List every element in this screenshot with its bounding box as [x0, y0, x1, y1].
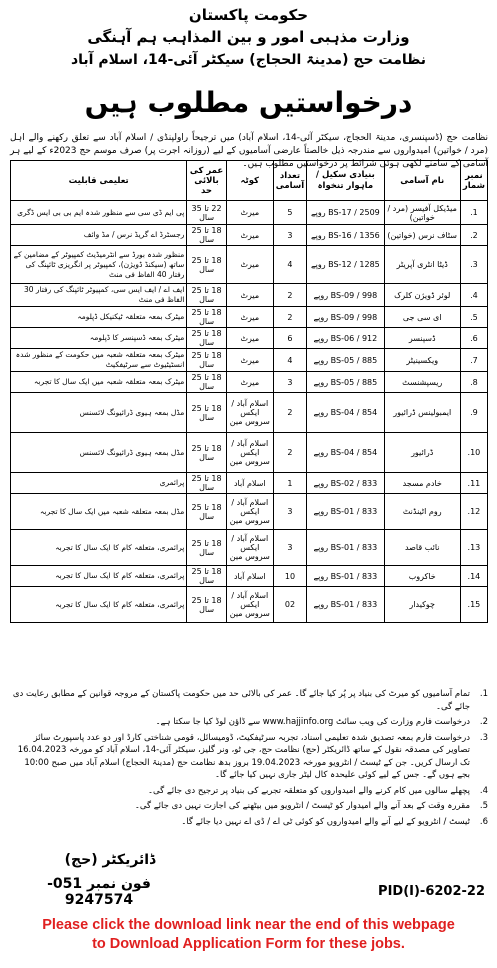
note-number: 3. — [479, 732, 488, 743]
cell-quota: میرٹ — [226, 307, 273, 328]
cell-scale: BS-12 / 1285 روپے — [307, 246, 384, 284]
table-row — [11, 328, 488, 349]
cell-post: ایمبولینس ڈرائیور — [384, 393, 460, 433]
table-row — [11, 587, 488, 623]
cell-quota: اسلام آباد / ایکس سروس مین — [226, 494, 273, 530]
cell-scale: BS-05 / 885 روپے — [307, 372, 384, 393]
note-text: درخواست فارم بمعہ تصدیق شدہ تعلیمی اسناد، تجربہ سرٹیفکیٹ، ڈومیسائل، قومی شناختی کارڈ اور دو عدد پاسپورٹ سائز تصاویر کی مصدقہ نقول کے ساتھ ڈائریکٹر (حج) نظامت حج، جی ٹو، ونر گلیز، سیکٹر آئی-14، اسلام آباد کو مورخہ 16.04.2023 تک ارسال کریں۔ جن کے ٹیسٹ / انٹرویو مورخہ 19.04.2023 بروز بدھ نظامت حج (مدینۃ الحجاج) اسلام آباد میں صبح 10:00 بجے ہوں گے۔ جس کے لیے کوئی علیحدہ کال لیٹر جاری نہیں کیا جائے گا۔ — [17, 732, 470, 780]
cell-qualification: ایف اے / ایف ایس سی، کمپیوٹر ٹائپنگ کی رفتار 30 الفاظ فی منٹ — [11, 284, 187, 307]
cell-quota: اسلام آباد — [226, 566, 273, 587]
table-header-row — [11, 161, 488, 201]
cell-age: 18 تا 25 سال — [187, 433, 226, 473]
header-age: عمر کی بالائی حد — [187, 161, 226, 201]
table-row — [11, 566, 488, 587]
cell-post: ڈیٹا انٹری آپریٹر — [384, 246, 460, 284]
table-row — [11, 225, 488, 246]
table-row — [11, 473, 488, 494]
cell-serial: 1. — [460, 201, 487, 225]
cell-qualification: رجسٹرڈ اے گریڈ نرس / مڈ وائف — [11, 225, 187, 246]
cell-serial: 3. — [460, 246, 487, 284]
note-item — [10, 716, 488, 729]
cell-qualification: پرائمری، متعلقہ کام کا ایک سال کا تجربہ — [11, 566, 187, 587]
header-count: تعداد آسامی — [273, 161, 306, 201]
cell-scale: BS-04 / 854 روپے — [307, 433, 384, 473]
director-signature: ڈائریکٹر (حج) — [64, 852, 156, 868]
note-text: تمام آسامیوں کو میرٹ کی بنیاد پر پُر کیا جائے گا۔ عمر کی بالائی حد میں حکومت پاکستان کے مروجہ قوانین کے مطابق رعایت دی جائے گی۔ — [12, 689, 470, 712]
cell-scale: BS-01 / 833 روپے — [307, 530, 384, 566]
cell-serial: 13. — [460, 530, 487, 566]
download-notice[interactable] — [0, 916, 497, 954]
table-row — [11, 372, 488, 393]
cell-count: 3 — [273, 494, 306, 530]
cell-scale: BS-02 / 833 روپے — [307, 473, 384, 494]
cell-age: 18 تا 25 سال — [187, 566, 226, 587]
cell-qualification: میٹرک بمعہ متعلقہ ٹیکنیکل ڈپلومہ — [11, 307, 187, 328]
directorate-heading: نظامت حج (مدینۃ الحجاج) سیکٹر آئی-14، اسلام آباد — [70, 52, 427, 68]
download-notice-line-1: Please click the download link near the end of this webpage — [42, 917, 455, 933]
jobs-table — [10, 160, 488, 623]
cell-age: 18 تا 25 سال — [187, 246, 226, 284]
cell-scale: BS-05 / 885 روپے — [307, 349, 384, 372]
cell-post: ڈسپنسر — [384, 328, 460, 349]
cell-age: 18 تا 25 سال — [187, 587, 226, 623]
cell-post: خاکروب — [384, 566, 460, 587]
cell-quota: میرٹ — [226, 349, 273, 372]
cell-count: 2 — [273, 307, 306, 328]
jobs-table-body — [11, 201, 488, 623]
note-text: پچھلے سالوں میں کام کرنے والے امیدواروں کو متعلقہ تجربے کی بنیاد پر ترجیح دی جائے گی۔ — [148, 785, 470, 796]
cell-age: 18 تا 25 سال — [187, 494, 226, 530]
cell-age: 18 تا 25 سال — [187, 349, 226, 372]
table-row — [11, 349, 488, 372]
download-notice-line-2: to Download Application Form for these jobs. — [92, 936, 405, 952]
note-number: 2. — [479, 717, 488, 727]
header-scale: بنیادی سکیل / ماہوار تنخواہ — [307, 161, 384, 201]
government-heading: حکومت پاکستان — [188, 6, 309, 24]
applications-wanted-banner: درخواستیں مطلوب ہیں — [84, 86, 413, 119]
cell-post: نائب قاصد — [384, 530, 460, 566]
cell-count: 2 — [273, 393, 306, 433]
cell-quota: اسلام آباد — [226, 473, 273, 494]
cell-post: ویکسینیٹر — [384, 349, 460, 372]
cell-age: 18 تا 25 سال — [187, 393, 226, 433]
cell-post: خادم مسجد — [384, 473, 460, 494]
cell-scale: BS-01 / 833 روپے — [307, 566, 384, 587]
cell-qualification: مڈل بمعہ ہیوی ڈرائیونگ لائسنس — [11, 433, 187, 473]
note-number: 4. — [479, 785, 488, 796]
table-row — [11, 246, 488, 284]
cell-serial: 14. — [460, 566, 487, 587]
cell-serial: 9. — [460, 393, 487, 433]
cell-serial: 12. — [460, 494, 487, 530]
intro-paragraph: نظامت حج (ڈسپنسری، مدینۃ الحجاج، سیکٹر آئی-14، اسلام آباد) میں ترجیحاً راولپنڈی / اسلام آباد سے تعلق رکھنے والے اہل (مرد / خواتین) امیدواروں سے مندرجہ ذیل خالصتاً عارضی آسامیوں کے لیے (روزانہ اجرت پر) صرف موسم حج 2023ء کے لیے ہر آسامی کے سامنے لکھی ہوئی شرائط پر درخواستیں مطلوب ہیں۔ — [10, 133, 488, 169]
note-text: مقررہ وقت کے بعد آنے والے امیدوار کو ٹیسٹ / انٹرویو میں بیٹھنے کی اجازت نہیں دی جائے گی۔ — [134, 801, 470, 811]
cell-post: ای سی جی — [384, 307, 460, 328]
cell-qualification: میٹرک بمعہ متعلقہ شعبہ میں حکومت کے منظور شدہ انسٹیٹیوٹ سے سرٹیفکیٹ — [11, 349, 187, 372]
cell-quota: میرٹ — [226, 201, 273, 225]
cell-age: 18 تا 25 سال — [187, 307, 226, 328]
cell-quota: میرٹ — [226, 372, 273, 393]
cell-age: 18 تا 25 سال — [187, 372, 226, 393]
cell-age: 22 تا 35 سال — [187, 201, 226, 225]
cell-qualification: مڈل بمعہ متعلقہ شعبہ میں ایک سال کا تجربہ — [11, 494, 187, 530]
cell-age: 18 تا 25 سال — [187, 284, 226, 307]
cell-age: 18 تا 25 سال — [187, 328, 226, 349]
note-item — [10, 785, 488, 798]
cell-count: 3 — [273, 530, 306, 566]
note-number: 1. — [479, 689, 488, 699]
cell-post: ڈرائیور — [384, 433, 460, 473]
cell-count: 02 — [273, 587, 306, 623]
cell-serial: 4. — [460, 284, 487, 307]
cell-quota: اسلام آباد / ایکس سروس مین — [226, 530, 273, 566]
header-serial: نمبر شمار — [460, 161, 487, 201]
cell-serial: 15. — [460, 587, 487, 623]
table-row — [11, 494, 488, 530]
cell-quota: میرٹ — [226, 328, 273, 349]
cell-serial: 8. — [460, 372, 487, 393]
note-number: 5. — [479, 801, 488, 811]
cell-count: 4 — [273, 246, 306, 284]
note-item — [10, 688, 488, 713]
cell-serial: 11. — [460, 473, 487, 494]
cell-quota: اسلام آباد / ایکس سروس مین — [226, 587, 273, 623]
cell-post: روم اٹینڈنٹ — [384, 494, 460, 530]
note-text: ٹیسٹ / انٹرویو کے لیے آنے والے امیدواروں کو کوئی ٹی اے / ڈی اے نہیں دیا جائے گا۔ — [181, 816, 470, 827]
table-row — [11, 433, 488, 473]
cell-quota: اسلام آباد / ایکس سروس مین — [226, 393, 273, 433]
cell-post: ریسپشنسٹ — [384, 372, 460, 393]
cell-post: میڈیکل آفیسر (مرد / خواتین) — [384, 201, 460, 225]
cell-quota: میرٹ — [226, 246, 273, 284]
cell-scale: BS-16 / 1356 روپے — [307, 225, 384, 246]
cell-scale: BS-09 / 998 روپے — [307, 284, 384, 307]
cell-post: لوئر ڈویژن کلرک — [384, 284, 460, 307]
table-row — [11, 284, 488, 307]
cell-post: چوکیدار — [384, 587, 460, 623]
cell-qualification: پرائمری، متعلقہ کام کا ایک سال کا تجربہ — [11, 587, 187, 623]
cell-age: 18 تا 25 سال — [187, 225, 226, 246]
cell-qualification: میٹرک بمعہ متعلقہ شعبہ میں ایک سال کا تجربہ — [11, 372, 187, 393]
cell-age: 18 تا 25 سال — [187, 473, 226, 494]
note-item — [10, 800, 488, 813]
header-qualification: تعلیمی قابلیت — [11, 161, 187, 201]
ministry-heading: وزارت مذہبی امور و بین المذاہب ہم آہنگی — [87, 28, 410, 46]
cell-qualification: منظور شدہ بورڈ سے انٹرمیڈیٹ کمپیوٹر کے مضامین کے ساتھ (سیکنڈ ڈویژن)، کمپیوٹر پر انگریزی ٹائپنگ کی رفتار 40 الفاظ فی منٹ — [11, 246, 187, 284]
header-quota: کوٹہ — [226, 161, 273, 201]
cell-scale: BS-01 / 833 روپے — [307, 494, 384, 530]
cell-quota: میرٹ — [226, 284, 273, 307]
cell-scale: BS-06 / 912 روپے — [307, 328, 384, 349]
cell-count: 2 — [273, 284, 306, 307]
cell-quota: اسلام آباد / ایکس سروس مین — [226, 433, 273, 473]
cell-qualification: میٹرک بمعہ ڈسپنسر کا ڈپلومہ — [11, 328, 187, 349]
cell-serial: 5. — [460, 307, 487, 328]
cell-qualification: پی ایم ڈی سی سے منظور شدہ ایم بی بی ایس ڈگری — [11, 201, 187, 225]
cell-quota: میرٹ — [226, 225, 273, 246]
header-post: نام آسامی — [384, 161, 460, 201]
cell-serial: 6. — [460, 328, 487, 349]
cell-scale: BS-09 / 998 روپے — [307, 307, 384, 328]
cell-scale: BS-01 / 833 روپے — [307, 587, 384, 623]
note-item — [10, 816, 488, 829]
phone-number: فون نمبر 051-9247574 — [47, 876, 151, 908]
cell-serial: 2. — [460, 225, 487, 246]
table-row — [11, 201, 488, 225]
table-row — [11, 307, 488, 328]
note-item — [10, 732, 488, 782]
pid-number: PID(I)-6202-22 — [378, 884, 485, 899]
note-text: درخواست فارم وزارت کی ویب سائٹ www.hajjinfo.org سے ڈاؤن لوڈ کیا جا سکتا ہے۔ — [155, 717, 470, 727]
cell-scale: BS-04 / 854 روپے — [307, 393, 384, 433]
cell-serial: 7. — [460, 349, 487, 372]
cell-count: 3 — [273, 225, 306, 246]
cell-count: 3 — [273, 372, 306, 393]
cell-post: سٹاف نرس (خواتین) — [384, 225, 460, 246]
cell-scale: BS-17 / 2509 روپے — [307, 201, 384, 225]
cell-age: 18 تا 25 سال — [187, 530, 226, 566]
cell-qualification: مڈل بمعہ ہیوی ڈرائیونگ لائسنس — [11, 393, 187, 433]
table-row — [11, 530, 488, 566]
cell-count: 10 — [273, 566, 306, 587]
cell-serial: 10. — [460, 433, 487, 473]
cell-qualification: پرائمری، متعلقہ کام کا ایک سال کا تجربہ — [11, 530, 187, 566]
cell-count: 5 — [273, 201, 306, 225]
notes-list — [10, 688, 488, 831]
cell-count: 2 — [273, 433, 306, 473]
table-row — [11, 393, 488, 433]
cell-qualification: پرائمری — [11, 473, 187, 494]
cell-count: 6 — [273, 328, 306, 349]
cell-count: 4 — [273, 349, 306, 372]
cell-count: 1 — [273, 473, 306, 494]
note-number: 6. — [479, 816, 488, 827]
